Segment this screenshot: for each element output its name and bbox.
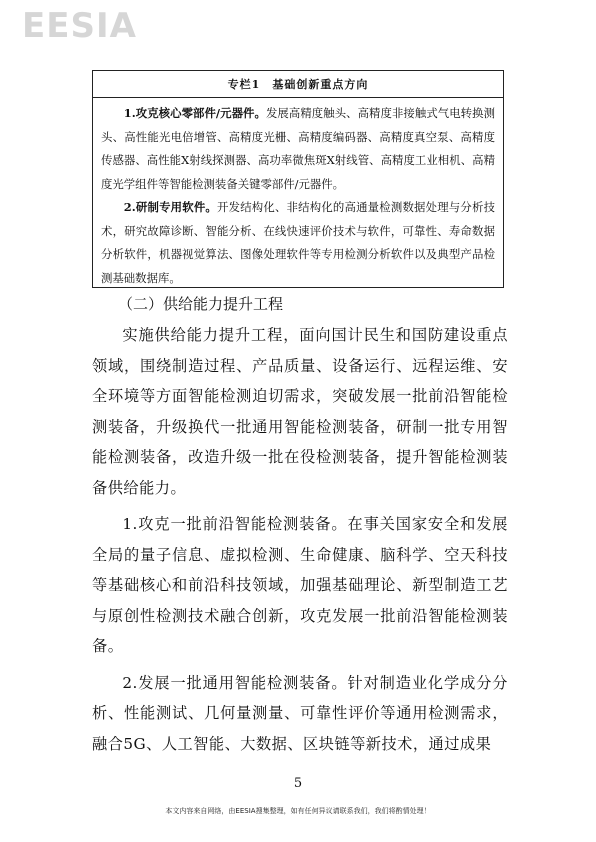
footer-note: 本文内容来自网络，由EESIA搜集整理，如有任何异议请联系我们，我们将酌情处理！: [165, 807, 431, 815]
paragraph: 1.攻克一批前沿智能检测装备。在事关国家安全和发展全局的量子信息、虚拟检测、生命健康、脑科学、空天科技等基础核心和前沿科技领域，加强基础理论、新型制造工艺与原创性检测技术融合创新，攻克发展一批前沿智能检测装备。: [92, 515, 508, 655]
box-item-label: 1.攻克核心零部件/元器件。: [123, 106, 266, 120]
box-item-text: 发展高精度触头、高精度非接触式气电转换测头、高性能光电倍增管、高精度光栅、高精度编码器、高精度真空泵、高精度传感器、高性能X射线探测器、高功率微焦斑X射线管、高精度工业相机、高精度光学组件等智能检测装备关键零部件/元器件。: [101, 106, 495, 191]
body-text: [92, 320, 508, 765]
feature-box: [92, 70, 504, 288]
paragraph: 2.发展一批通用智能检测装备。针对制造业化学成分分析、性能测试、几何量测量、可靠性评价等通用检测需求，融合5G、人工智能、大数据、区块链等新技术，通过成果: [92, 673, 508, 753]
paragraph: 实施供给能力提升工程，面向国计民生和国防建设重点领域，围绕制造过程、产品质量、设备运行、远程运维、安全环境等方面智能检测迫切需求，突破发展一批前沿智能检测装备，升级换代一批通用智能检测装备，研制一批专用智能检测装备，改造升级一批在役检测装备，提升智能检测装备供给能力。: [92, 326, 508, 497]
eesia-watermark-logo: EESIA: [22, 6, 137, 46]
box-item-text: 开发结构化、非结构化的高通量检测数据处理与分析技术，研究故障诊断、智能分析、在线快速评价技术与软件，可靠性、寿命数据分析软件，机器视觉算法、图像处理软件等专用检测分析软件以及典型产品检测基础数据库。: [101, 200, 495, 285]
box-item: [101, 102, 495, 196]
box-item: [101, 196, 495, 290]
section-heading: （二）供给能力提升工程: [118, 295, 284, 313]
page-number: 5: [293, 776, 303, 791]
box-item-label: 2.研制专用软件。: [123, 200, 218, 214]
feature-box-body: [93, 98, 503, 290]
feature-box-title: 专栏1 基础创新重点方向: [93, 71, 503, 98]
